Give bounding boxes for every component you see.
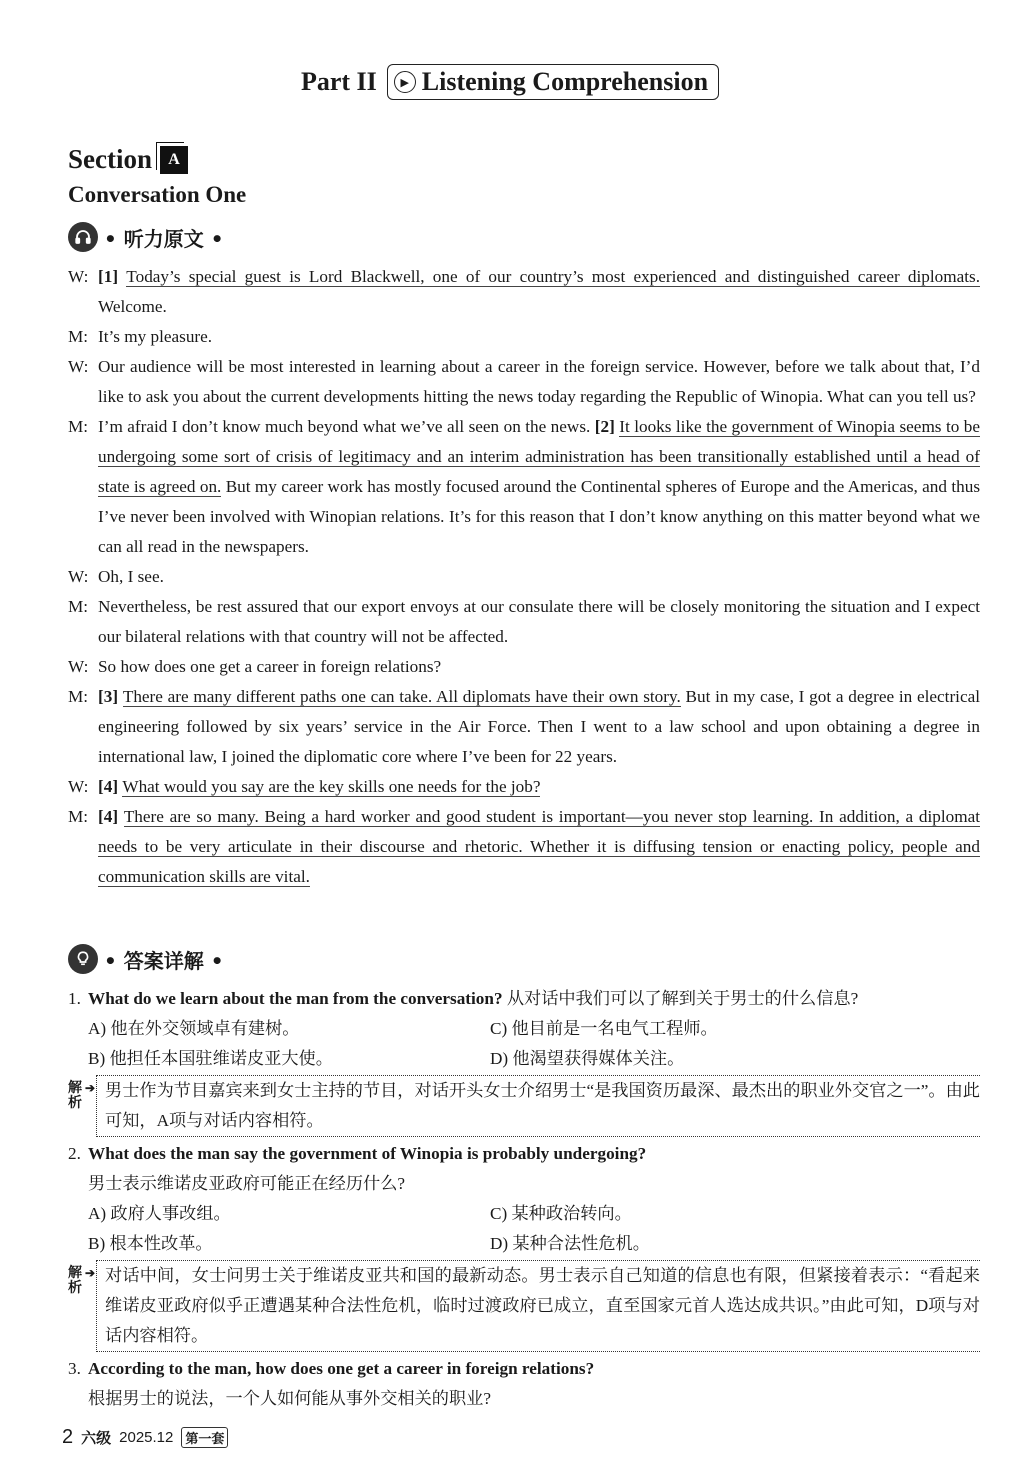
lightbulb-icon (68, 944, 98, 974)
part-label: Part II (300, 67, 377, 96)
text-segment: But my career work has mostly focused around the Continental spheres of Europe and the Americas, and thus I’ve never been involved with Winopian relations. It’s for this reason that I don’t know anything on this matter beyond what we can all read in the newspapers. (98, 477, 981, 556)
question-body (88, 984, 980, 1014)
question-tag: [4] (98, 807, 124, 826)
question-en: What does the man say the government of Winopia is probably undergoing? (88, 1144, 647, 1163)
text-segment: It’s my pleasure. (98, 327, 213, 346)
option-item: A) 他在外交领域卓有建树。 (88, 1019, 300, 1038)
underlined-text: Today’s special guest is Lord Blackwell, one of our country’s most experienced and distinguished career diplomats. (126, 267, 981, 286)
issue-badge: 第一套 (181, 1427, 228, 1448)
transcript-line (68, 772, 980, 802)
speaker-label: M: (68, 597, 89, 616)
transcript-line (68, 412, 980, 562)
question-tag: [2] (594, 417, 620, 436)
text-segment: But in my case, I got a degree in electrical engineering followed by six years’ service in the Air Force. Then I went to a law school and upon obtaining a degree in international law, I joined the diplomatic core where I’ve been for 22 years. (98, 687, 980, 766)
line-text (98, 802, 980, 892)
line-text (98, 412, 980, 562)
transcript-line (68, 592, 980, 652)
exam-label: 六级 (81, 1430, 112, 1447)
speaker-label: W: (68, 657, 89, 676)
answers-heading-text: • 答案详解 • (104, 948, 224, 973)
transcript-line (68, 322, 980, 352)
option-item: B) 他担任本国驻维诺皮亚大使。 (88, 1049, 333, 1068)
analysis-label (68, 1075, 96, 1137)
transcript (68, 262, 980, 892)
line-text (98, 322, 980, 352)
text-segment: I’m afraid I don’t know much beyond what we’ve all seen on the news. (98, 417, 595, 436)
transcript-line (68, 262, 980, 322)
speaker-label: W: (68, 267, 89, 286)
analysis-label-char: 解 (68, 1081, 82, 1096)
analysis-text: 男士作为节目嘉宾来到女士主持的节目，对话开头女士介绍男士“是我国资历最深、最杰出的职业外交官之一”。由此可知，A项与对话内容相符。 (96, 1075, 980, 1137)
analysis-text: 对话中间，女士问男士关于维诺皮亚共和国的最新动态。男士表示自己知道的信息也有限，但紧接着表示：“看起来维诺皮亚政府似乎正遭遇某种合法性危机，临时过渡政府已成立，直至国家元首人选达成共识。”由此可知，D项与对话内容相符。 (96, 1260, 980, 1352)
transcript-heading (68, 222, 224, 252)
question-number: 3. (68, 1359, 81, 1378)
option-item: D) 某种合法性危机。 (490, 1234, 650, 1253)
analysis-box (68, 1260, 980, 1352)
part-title-box (387, 64, 719, 100)
underlined-text: It looks like the government of Winopia seems to be undergoing some sort of crisis of legitimacy and an interim administration has been transitionally established until a head of state is agreed on. (98, 417, 980, 496)
arrow-right-icon: ➔ (85, 1266, 96, 1280)
part-header (0, 64, 1020, 100)
speaker-label: M: (68, 687, 89, 706)
text-segment: Oh, I see. (98, 567, 164, 586)
transcript-heading-text: • 听力原文 • (104, 226, 224, 251)
page-number: 2 (62, 1426, 74, 1448)
line-text (98, 772, 980, 802)
options-grid (68, 1014, 980, 1074)
text-segment: So how does one get a career in foreign relations? (98, 657, 442, 676)
option-item: D) 他渴望获得媒体关注。 (490, 1049, 685, 1068)
speaker-label: M: (68, 807, 89, 826)
conversation-title: Conversation One (68, 182, 247, 207)
answers-heading (68, 944, 224, 974)
speaker-label: M: (68, 327, 89, 346)
question-number: 2. (68, 1144, 81, 1163)
option-item: C) 某种政治转向。 (490, 1204, 632, 1223)
question-en: According to the man, how does one get a career in foreign relations? (88, 1359, 595, 1378)
question-cn: 从对话中我们可以了解到关于男士的什么信息? (506, 989, 859, 1008)
transcript-line (68, 652, 980, 682)
speaker-label: W: (68, 777, 89, 796)
question-tag: [1] (98, 267, 127, 286)
analysis-label-char: 析 (68, 1281, 82, 1296)
transcript-line (68, 682, 980, 772)
transcript-line (68, 352, 980, 412)
line-text (98, 682, 980, 772)
line-text (98, 562, 980, 592)
underlined-text: What would you say are the key skills one needs for the job? (122, 777, 541, 796)
play-icon: ▶ (394, 71, 416, 93)
section-label: Section (68, 144, 152, 174)
question-cn: 根据男士的说法，一个人如何能从事外交相关的职业? (88, 1389, 491, 1408)
text-segment: Welcome. (98, 297, 167, 316)
question-cn: 男士表示维诺皮亚政府可能正在经历什么? (88, 1174, 406, 1193)
analysis-box (68, 1075, 980, 1137)
analysis-label-char: 解 (68, 1266, 82, 1281)
speaker-label: M: (68, 417, 89, 436)
line-text (98, 592, 980, 652)
question-body (88, 1354, 980, 1414)
line-text (98, 652, 980, 682)
part-title: Listening Comprehension (421, 67, 709, 96)
analysis-label (68, 1260, 96, 1352)
option-item: A) 政府人事改组。 (88, 1204, 231, 1223)
underlined-text: There are so many. Being a hard worker and good student is important—you never stop learning. In addition, a diplomat needs to be very articulate in their discourse and rhetoric. Whether it is diffusing tension or enacting policy, people and communication skills are vital. (98, 807, 981, 886)
text-segment: Our audience will be most interested in learning about a career in the foreign service. However, before we talk about that, I’d like to ask you about the current developments hitting the news today regarding the Republic of Winopia. What can you tell us? (98, 357, 980, 406)
text-segment: Nevertheless, be rest assured that our export envoys at our consulate there will be closely monitoring the situation and I expect our bilateral relations with that country will not be affected. (98, 597, 980, 646)
page-footer (62, 1426, 228, 1449)
line-text (98, 352, 980, 412)
option-item: C) 他目前是一名电气工程师。 (490, 1019, 718, 1038)
transcript-line (68, 802, 980, 892)
section-title (68, 144, 188, 175)
arrow-right-icon: ➔ (85, 1081, 96, 1095)
answers (68, 984, 980, 1414)
question-tag: [3] (98, 687, 123, 706)
headphones-icon (68, 222, 98, 252)
options-grid (68, 1199, 980, 1259)
question-number: 1. (68, 989, 81, 1008)
section-badge: A (160, 146, 188, 174)
question-tag: [4] (98, 777, 123, 796)
analysis-label-char: 析 (68, 1096, 82, 1111)
option-item: B) 根本性改革。 (88, 1234, 213, 1253)
exam-date: 2025.12 (119, 1429, 174, 1446)
question-en: What do we learn about the man from the conversation? (88, 989, 503, 1008)
transcript-line (68, 562, 980, 592)
question-item (68, 1354, 980, 1414)
line-text (98, 262, 980, 322)
underlined-text: There are many different paths one can take. All diplomats have their own story. (122, 687, 681, 706)
question-item (68, 1139, 980, 1199)
question-item (68, 984, 980, 1014)
question-body (88, 1139, 980, 1199)
speaker-label: W: (68, 567, 89, 586)
speaker-label: W: (68, 357, 89, 376)
